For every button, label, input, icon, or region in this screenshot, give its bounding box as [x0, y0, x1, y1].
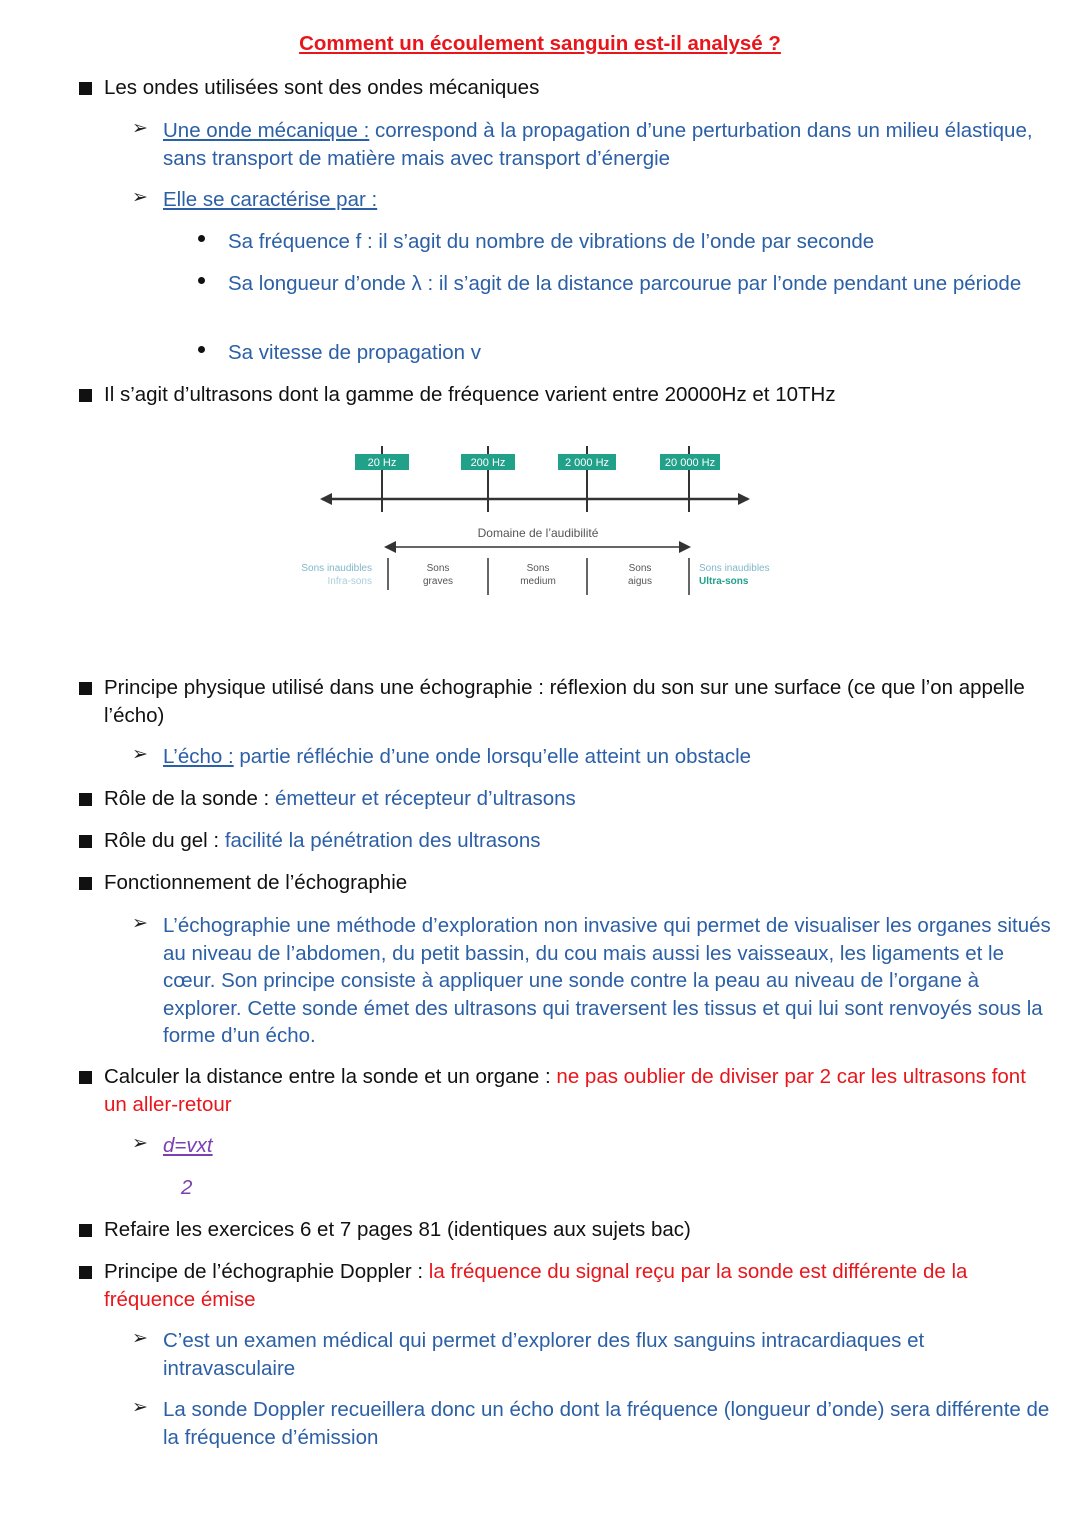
zone-medium-label: Sons	[526, 563, 550, 574]
dot-bullet-icon	[198, 277, 205, 284]
square-bullet-icon	[79, 793, 92, 806]
section-exercises: Refaire les exercices 6 et 7 pages 81 (identiques aux sujets bac)	[104, 1218, 691, 1241]
section-ultrasound-range: Il s’agit d’ultrasons dont la gamme de fréquence varient entre 20000Hz et 10THz	[104, 383, 836, 406]
audibility-diagram	[290, 440, 790, 605]
tick-label-200hz: 200 Hz	[470, 457, 506, 469]
dot-bullet-icon	[198, 346, 205, 353]
formula-denominator: 2	[181, 1176, 193, 1199]
formula-numerator: d=vxt	[163, 1134, 213, 1157]
doppler-value: la fréquence du signal reçu par la sonde est différente de la fréquence émise	[104, 1260, 968, 1311]
probe-role-value: émetteur et récepteur d’ultrasons	[274, 787, 576, 810]
dot-bullet-icon	[198, 235, 205, 242]
arrow-bullet-icon: ➢	[132, 118, 148, 139]
section-functioning: Fonctionnement de l’échographie	[104, 871, 408, 894]
zone-aigus-label: Sons	[628, 563, 652, 574]
gel-role-value: facilité la pénétration des ultrasons	[224, 829, 541, 852]
echo-term: L’écho :	[163, 745, 234, 768]
characterized-by	[163, 186, 1053, 214]
arrow-bullet-icon: ➢	[132, 1328, 148, 1349]
zone-aigus-sub: aigus	[628, 576, 652, 587]
square-bullet-icon	[79, 835, 92, 848]
functioning-description: L’échographie une méthode d’exploration non invasive qui permet de visualiser les organes situés au niveau de l’abdomen, du petit bassin, du cou mais aussi les vaisseaux, les ligaments et le cœur. Son principe consiste à appliquer une sonde contre la peau au niveau de l’organe à explorer. Cette sonde émet des ultrasons qui traversent les tissus et qui lui sont renvoyés sous la forme d’un écho.	[163, 914, 1051, 1047]
section-distance	[104, 1063, 1054, 1118]
square-bullet-icon	[79, 1224, 92, 1237]
arrow-bullet-icon: ➢	[132, 913, 148, 934]
arrow-bullet-icon: ➢	[132, 1397, 148, 1418]
square-bullet-icon	[79, 1071, 92, 1084]
square-bullet-icon	[79, 877, 92, 890]
section-waves: Les ondes utilisées sont des ondes mécaniques	[104, 76, 540, 99]
doppler-label: Principe de l’échographie Doppler :	[104, 1260, 429, 1283]
zone-ultra-sub: Ultra-sons	[699, 576, 749, 587]
arrow-bullet-icon: ➢	[132, 1133, 148, 1154]
tick-label-20000hz: 20 000 Hz	[664, 457, 716, 469]
page-title: Comment un écoulement sanguin est-il analysé ?	[299, 32, 781, 55]
section-gel-role	[104, 827, 1054, 855]
distance-label: Calculer la distance entre la sonde et un organe :	[104, 1065, 557, 1088]
zone-infra-label: Sons inaudibles	[301, 563, 372, 574]
probe-role-label: Rôle de la sonde :	[104, 787, 275, 810]
square-bullet-icon	[79, 82, 92, 95]
zone-graves-label: Sons	[426, 563, 450, 574]
distance-warning: ne pas oublier de diviser par 2 car les ultrasons font un aller-retour	[104, 1065, 1026, 1116]
doppler-detail-2: La sonde Doppler recueillera donc un écho dont la fréquence (longueur d’onde) sera différente de la fréquence d’émission	[163, 1398, 1050, 1449]
characterized-label: Elle se caractérise par :	[163, 188, 378, 211]
definition-text: correspond à la propagation d’une perturbation dans un milieu élastique, sans transport de matière mais avec transport d’énergie	[163, 119, 1033, 170]
list-item: Sa vitesse de propagation v	[228, 341, 481, 364]
zone-ultra-label: Sons inaudibles	[699, 563, 770, 574]
square-bullet-icon	[79, 1266, 92, 1279]
square-bullet-icon	[79, 389, 92, 402]
gel-role-label: Rôle du gel :	[104, 829, 225, 852]
zone-graves-sub: graves	[422, 576, 454, 587]
arrow-bullet-icon: ➢	[132, 187, 148, 208]
zone-medium-sub: medium	[520, 576, 556, 587]
echo-text: partie réfléchie d’une onde lorsqu’elle atteint un obstacle	[233, 745, 752, 768]
zone-infra-sub: Infra-sons	[327, 576, 372, 587]
definition-echo	[163, 743, 1053, 771]
distance-formula	[163, 1132, 213, 1160]
tick-label-20hz: 20 Hz	[367, 457, 397, 469]
square-bullet-icon	[79, 682, 92, 695]
list-item: Sa fréquence f : il s’agit du nombre de vibrations de l’onde par seconde	[228, 230, 875, 253]
domain-label: Domaine de l’audibilité	[477, 526, 599, 540]
definition-term: Une onde mécanique :	[163, 119, 370, 142]
list-item: Sa longueur d’onde λ : il s’agit de la distance parcourue par l’onde pendant une période	[228, 272, 1022, 295]
doppler-detail-1: C’est un examen médical qui permet d’explorer des flux sanguins intracardiaques et intravasculaire	[163, 1329, 925, 1380]
arrow-bullet-icon: ➢	[132, 744, 148, 765]
section-doppler	[104, 1258, 1054, 1313]
definition-mechanical-wave	[163, 117, 1053, 172]
section-probe-role	[104, 785, 1054, 813]
tick-label-2000hz: 2 000 Hz	[564, 457, 610, 469]
section-physical-principle: Principe physique utilisé dans une échographie : réflexion du son sur une surface (ce que l’on appelle l’écho)	[104, 676, 1025, 727]
